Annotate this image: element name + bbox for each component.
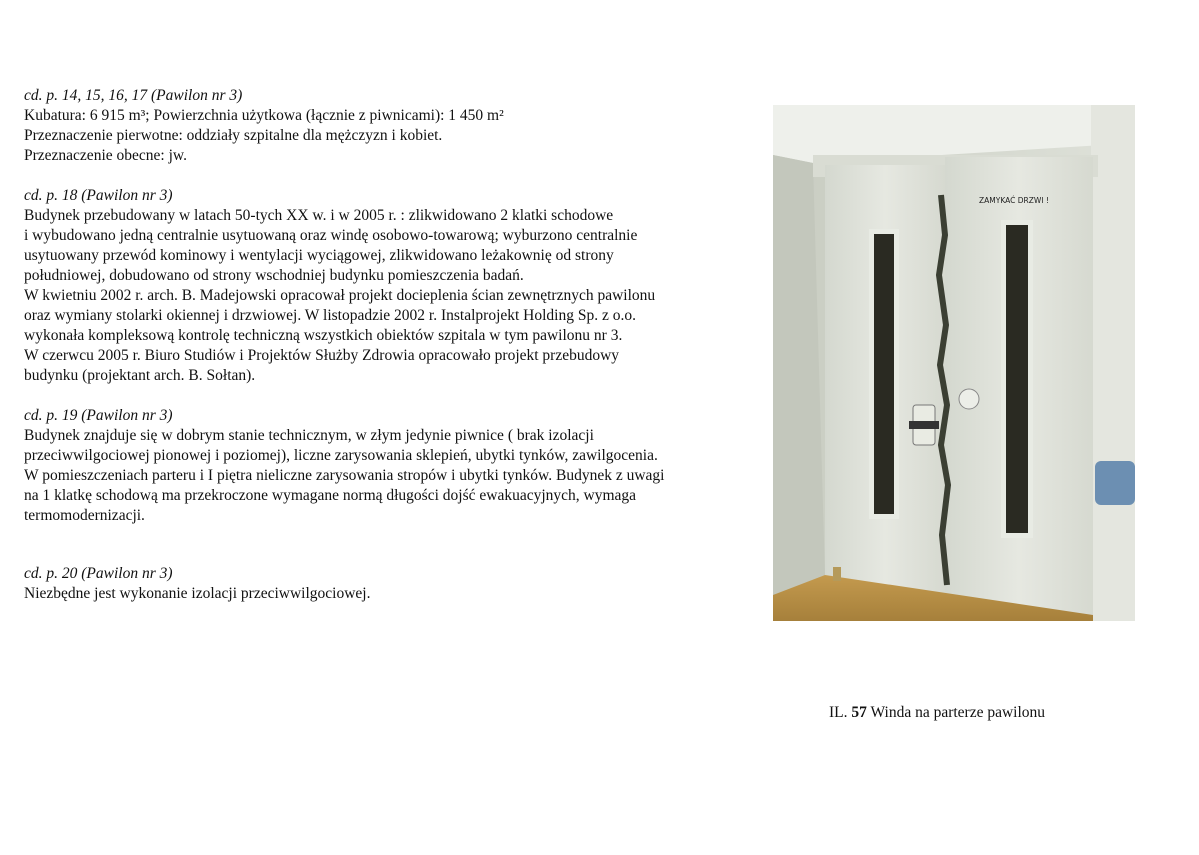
text-line: południowej, dobudowano od strony wschodniej budynku pomieszczenia badań.	[24, 267, 524, 284]
caption-text: Winda na parterze pawilonu	[870, 704, 1046, 721]
right-window	[1006, 225, 1028, 533]
wall-panel-blue	[1095, 461, 1135, 505]
elevator-door-photo	[773, 105, 1135, 621]
text-line: oraz wymiany stolarki okiennej i drzwiowej. W listopadzie 2002 r. Instalprojekt Holding Sp. z o.o.	[24, 307, 636, 324]
figure-caption	[829, 703, 1045, 723]
section-4	[24, 564, 754, 604]
text-line: W czerwcu 2005 r. Biuro Studiów i Projektów Służby Zdrowia opracowało projekt przebudowy	[24, 347, 620, 364]
text-line: usytuowany przewód kominowy i wentylacji wyciągowej, zlikwidowano leżakownię od strony	[24, 247, 614, 264]
left-window	[874, 234, 894, 514]
text-line: wykonała kompleksową kontrolę techniczną wszystkich obiektów szpitala w tym pawilonu nr 3.	[24, 327, 623, 344]
text-line: na 1 klatkę schodową ma przekroczone wymagane normą długości dojść ewakuacyjnych, wymaga	[24, 487, 637, 504]
text-line: Niezbędne jest wykonanie izolacji przeciwwilgociowej.	[24, 585, 371, 602]
text-line: Przeznaczenie obecne: jw.	[24, 147, 187, 164]
section-1	[24, 86, 754, 166]
text-line: Budynek przebudowany w latach 50-tych XX w. i w 2005 r. : zlikwidowano 2 klatki schodowe	[24, 207, 614, 224]
text-line: termomodernizacji.	[24, 507, 145, 524]
photo-illustration	[773, 105, 1135, 621]
section-heading: cd. p. 14, 15, 16, 17 (Pawilon nr 3)	[24, 87, 243, 104]
caption-number: 57	[851, 704, 867, 721]
text-line: budynku (projektant arch. B. Sołtan).	[24, 367, 256, 384]
text-line: przeciwwilgociowej pionowej i poziomej), liczne zarysowania sklepień, ubytki tynków, zawilgocenia.	[24, 447, 658, 464]
section-2	[24, 186, 754, 386]
section-heading: cd. p. 20 (Pawilon nr 3)	[24, 565, 173, 582]
door-stop	[833, 567, 841, 581]
text-line: Kubatura: 6 915 m³; Powierzchnia użytkowa (łącznie z piwnicami): 1 450 m²	[24, 107, 504, 124]
text-line: W kwietniu 2002 r. arch. B. Madejowski opracował projekt docieplenia ścian zewnętrznych pawilonu	[24, 287, 656, 304]
right-wall	[1091, 105, 1135, 621]
text-line: i wybudowano jedną centralnie usytuowaną oraz windę osobowo-towarową; wyburzono centralnie	[24, 227, 638, 244]
door-lock	[959, 389, 979, 409]
text-line: Budynek znajduje się w dobrym stanie technicznym, w złym jedynie piwnice ( brak izolacji	[24, 427, 594, 444]
text-line: W pomieszczeniach parteru i I piętra nieliczne zarysowania stropów i ubytki tynków. Budynek z uwagi	[24, 467, 665, 484]
door-sign-text: ZAMYKAĆ DRZWI !	[979, 196, 1049, 205]
caption-prefix: IL.	[829, 704, 848, 721]
section-heading: cd. p. 18 (Pawilon nr 3)	[24, 187, 173, 204]
document-text	[24, 86, 754, 604]
door-latch	[909, 421, 939, 429]
text-line: Przeznaczenie pierwotne: oddziały szpitalne dla mężczyzn i kobiet.	[24, 127, 443, 144]
section-heading: cd. p. 19 (Pawilon nr 3)	[24, 407, 173, 424]
section-3	[24, 406, 754, 526]
